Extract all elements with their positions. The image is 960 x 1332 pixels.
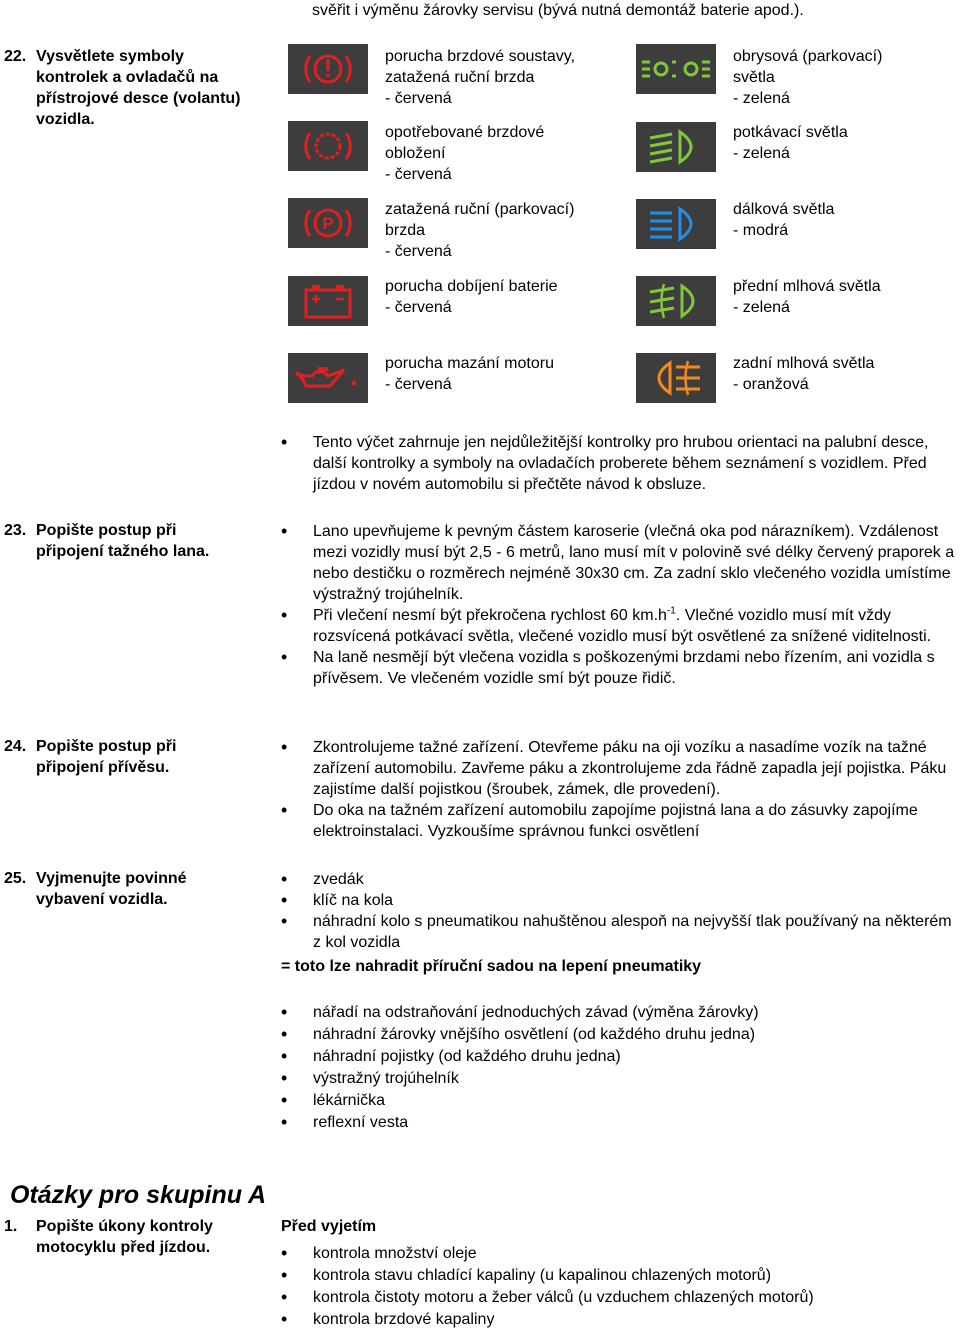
equipment-list: [281, 869, 959, 953]
question-number: 1.: [4, 1218, 18, 1235]
list-item: • Zkontrolujeme tažné zařízení. Otevřeme páku na oji vozíku a nasadíme vozík na tažné zařízení automobilu. Zavřeme páku a zkontrolujeme zda řádně zapadla její pojistka. Páku zajistíme další pojistkou (šroubek, zámek, dle provedení).: [281, 737, 959, 800]
note-list: [281, 432, 959, 495]
list-item: • reflexní vesta: [281, 1112, 959, 1133]
list-item: • zvedák: [281, 869, 959, 890]
icon-description: přední mlhová světla - zelená: [733, 278, 881, 316]
parking-brake-icon: [288, 198, 368, 248]
equipment-list: [281, 1002, 959, 1133]
list-item: • náhradní žárovky vnějšího osvětlení (od každého druhu jedna): [281, 1024, 959, 1045]
section-title: Otázky pro skupinu A: [10, 1181, 267, 1209]
question-title: Popište postup při připojení tažného lana.: [36, 522, 210, 560]
list-item: • kontrola stavu chladící kapaliny (u kapalinou chlazených motorů): [281, 1265, 959, 1286]
list-item: • náhradní pojistky (od každého druhu jedna): [281, 1046, 959, 1067]
answer-list: [281, 737, 959, 842]
brake-warning-icon: [288, 44, 368, 94]
icon-description: opotřebované brzdové obložení - červená: [385, 124, 545, 183]
list-item: • lékárnička: [281, 1090, 959, 1111]
battery-icon: [288, 276, 368, 326]
question-number: 23.: [4, 522, 27, 539]
icon-description: dálková světla - modrá: [733, 201, 835, 239]
note-text: • Tento výčet zahrnuje jen nejdůležitější kontrolky pro hrubou orientaci na palubní desce, další kontrolky a symboly na ovladačích proberete během seznámení s vozidlem. Před jízdou v novém automobilu si přečtěte návod k obsluze.: [281, 432, 959, 495]
icon-description: porucha dobíjení baterie - červená: [385, 278, 558, 316]
question-title: Vyjmenujte povinné vybavení vozidla.: [36, 870, 187, 908]
icon-description: obrysová (parkovací) světla - zelená: [733, 48, 883, 107]
icon-description: zadní mlhová světla - oranžová: [733, 355, 875, 393]
list-item-text: Při vlečení nesmí být překročena rychlost 60 km.h: [313, 607, 667, 624]
icon-description: zatažená ruční (parkovací) brzda - červená: [385, 201, 575, 260]
list-item: [281, 605, 959, 647]
parking-lights-icon: [636, 44, 716, 94]
list-item: • nářadí na odstraňování jednoduchých závad (výměna žárovky): [281, 1002, 959, 1023]
front-fog-icon: [636, 276, 716, 326]
list-item: • výstražný trojúhelník: [281, 1068, 959, 1089]
icon-description: potkávací světla - zelená: [733, 124, 848, 162]
low-beam-icon: [636, 122, 716, 172]
list-item: • Do oka na tažném zařízení automobilu zapojíme pojistná lana a do zásuvky zapojíme elektroinstalaci. Vyzkoušíme správnou funkci osvětlení: [281, 800, 959, 842]
list-item: • kontrola brzdové kapaliny: [281, 1309, 959, 1330]
list-item: • náhradní kolo s pneumatikou nahuštěnou alespoň na nejvyšší tlak používaný na některém z kol vozidla: [281, 911, 959, 953]
oil-pressure-icon: [288, 353, 368, 403]
question-number: 25.: [4, 870, 27, 887]
icon-description: porucha brzdové soustavy, zatažená ruční brzda - červená: [385, 48, 576, 107]
list-item: • kontrola množství oleje: [281, 1243, 959, 1264]
question-number: 24.: [4, 738, 27, 755]
replace-note: = toto lze nahradit příruční sadou na lepení pneumatiky: [281, 958, 702, 975]
superscript: -1: [666, 605, 676, 617]
question-title: Popište postup při připojení přívěsu.: [36, 738, 177, 776]
list-item: • kontrola čistoty motoru a žeber válců (u vzduchem chlazených motorů): [281, 1287, 959, 1308]
icon-description: porucha mazání motoru - červená: [385, 355, 554, 393]
question-title: Vysvětlete symboly kontrolek a ovladačů na přístrojové desce (volantu) vozidla.: [36, 48, 241, 128]
rear-fog-icon: [636, 353, 716, 403]
svg-text:P: P: [322, 214, 334, 233]
question-title: Popište úkony kontroly motocyklu před jízdou.: [36, 1218, 213, 1256]
check-list: [281, 1243, 959, 1330]
list-item: • Na laně nesmějí být vlečena vozidla s poškozenými brzdami nebo řízením, ani vozidla s přívěsem. Ve vlečeném vozidle smí být pouze řidič.: [281, 647, 959, 689]
list-item-text: . Vlečné vozidlo musí mít vždy rozsvícená potkávací světla, vlečené vozidlo musí být osvětlené za snížené viditelnosti.: [313, 607, 932, 645]
list-item: • Lano upevňujeme k pevným částem karoserie (vlečná oka pod nárazníkem). Vzdálenost mezi vozidly musí být 2,5 - 6 metrů, lano musí mít v polovině své délky červený praporek a nebo destičku o rozměrech nejméně 30x30 cm. Za zadní sklo vlečeného vozidla umístíme výstražný trojúhelník.: [281, 521, 959, 605]
subheading: Před vyjetím: [281, 1218, 377, 1235]
question-number: 22.: [4, 48, 27, 65]
high-beam-icon: [636, 199, 716, 249]
answer-list: [281, 521, 959, 689]
top-line: svěřit i výměnu žárovky servisu (bývá nutná demontáž baterie apod.).: [312, 2, 804, 19]
brake-pad-wear-icon: [288, 121, 368, 171]
list-item: • klíč na kola: [281, 890, 959, 911]
